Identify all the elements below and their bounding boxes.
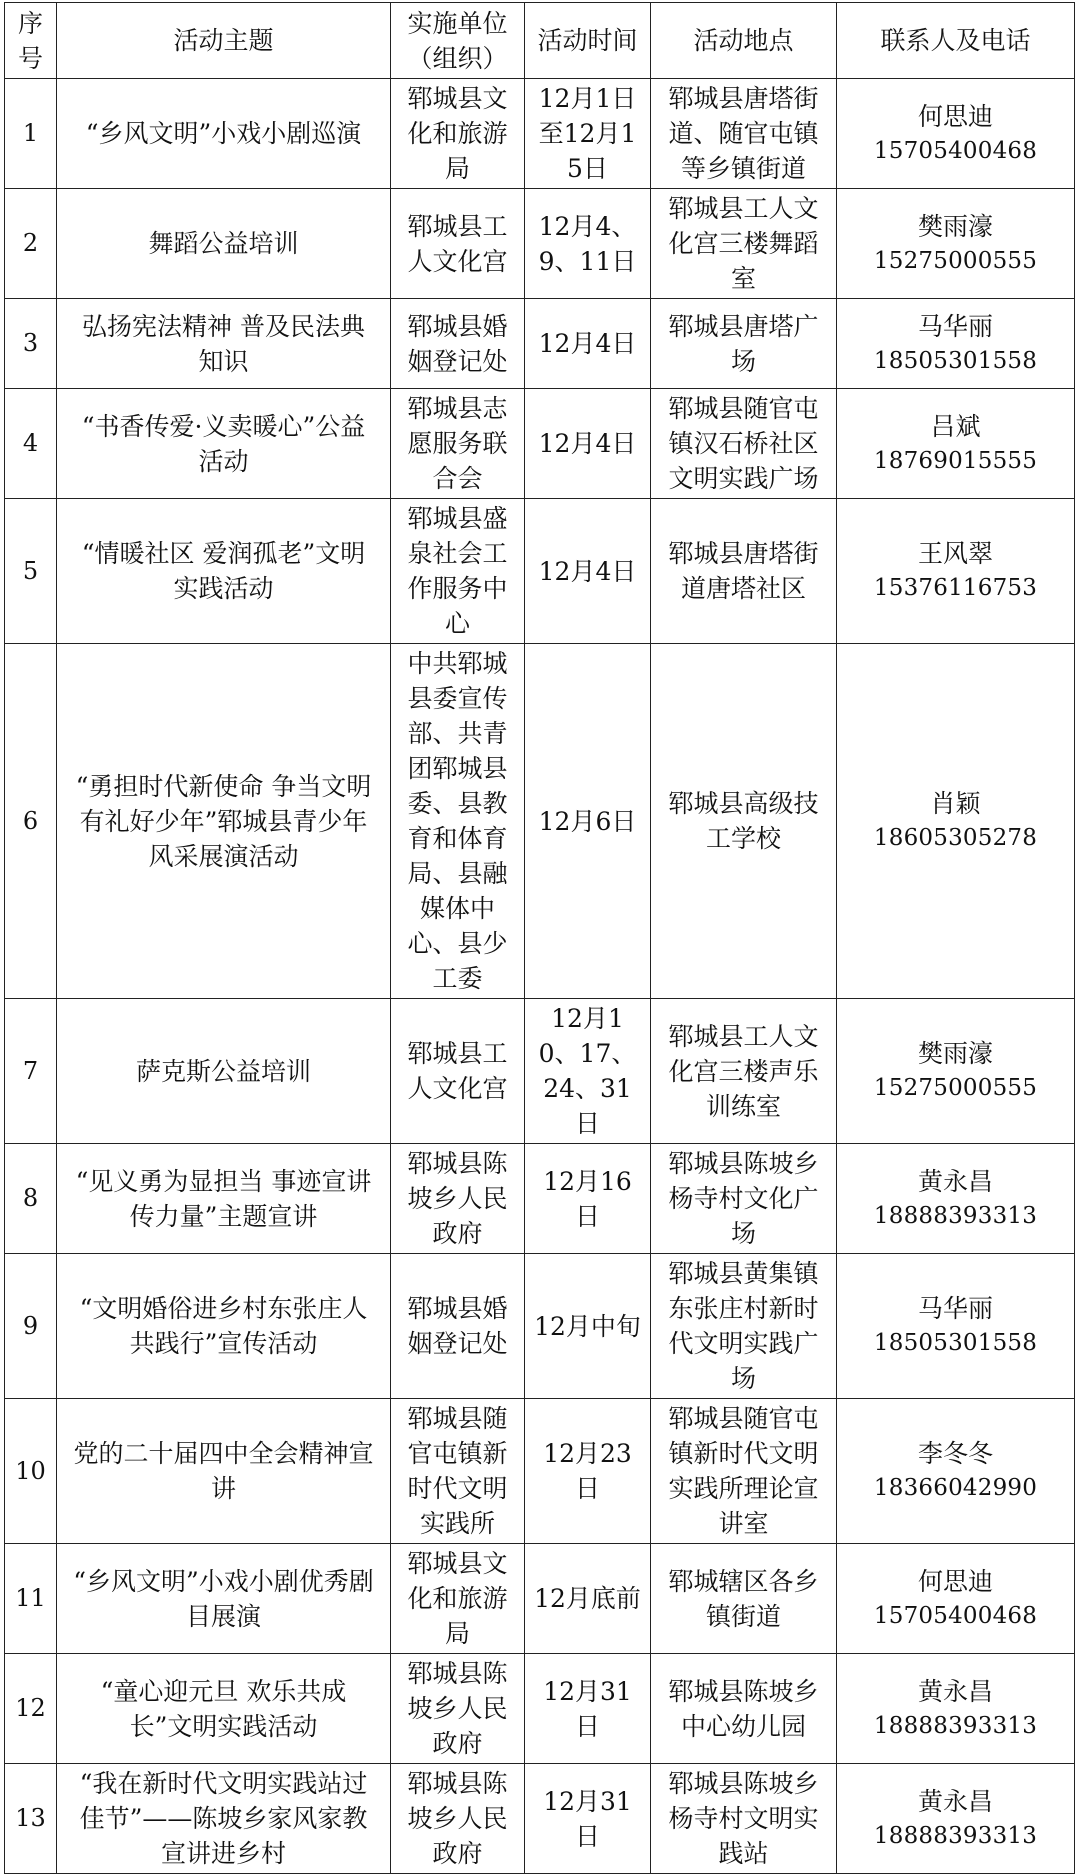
- cell-contact: [837, 999, 1075, 1144]
- table-row: [5, 1399, 1075, 1544]
- cell-place: 郓城县工人文化宫三楼声乐训练室: [651, 999, 837, 1144]
- contact-phone: 18505301558: [873, 347, 1038, 374]
- cell-place: 郓城县黄集镇东张庄村新时代文明实践广场: [651, 1254, 837, 1399]
- cell-seq: 12: [5, 1654, 57, 1764]
- contact-phone: 18888393313: [873, 1202, 1038, 1229]
- contact-name: 吕斌: [930, 411, 981, 441]
- contact-name: 黄永昌: [917, 1676, 993, 1706]
- contact-phone: 15275000555: [873, 1075, 1038, 1101]
- cell-place: 郓城县陈坡乡杨寺村文化广场: [651, 1144, 837, 1254]
- contact-phone: 15275000555: [873, 247, 1038, 274]
- cell-contact: [837, 1544, 1075, 1654]
- contact-phone: 15376116753: [873, 575, 1038, 601]
- contact-name: 王风翠: [917, 539, 993, 568]
- table-row: [5, 1764, 1075, 1874]
- cell-contact: [837, 1654, 1075, 1764]
- cell-place: 郓城县唐塔广场: [651, 299, 837, 389]
- cell-org: 郓城县陈坡乡人民政府: [391, 1144, 525, 1254]
- cell-topic: “勇担时代新使命 争当文明有礼好少年”郓城县青少年风采展演活动: [57, 644, 391, 999]
- header-seq: 序 号: [5, 3, 57, 79]
- cell-place: 郓城辖区各乡镇街道: [651, 1544, 837, 1654]
- contact-name: 李冬冬: [917, 1439, 993, 1468]
- header-place: 活动地点: [651, 3, 837, 79]
- contact-phone: 15705400468: [873, 137, 1038, 164]
- contact-phone: 18769015555: [873, 447, 1038, 474]
- cell-org: 郓城县志愿服务联合会: [391, 389, 525, 499]
- cell-topic: “乡风文明”小戏小剧优秀剧目展演: [57, 1544, 391, 1654]
- contact-phone: 18605305278: [873, 825, 1038, 851]
- contact-name: 马华丽: [917, 1294, 993, 1323]
- contact-phone: 18505301558: [873, 1330, 1038, 1356]
- cell-seq: 3: [5, 299, 57, 389]
- cell-time: 12月4、9、11日: [525, 189, 651, 299]
- header-time: 活动时间: [525, 3, 651, 79]
- cell-place: 郓城县随官屯镇汉石桥社区文明实践广场: [651, 389, 837, 499]
- cell-time: 12月4日: [525, 499, 651, 644]
- cell-org: 郓城县文化和旅游局: [391, 79, 525, 189]
- table-row: [5, 1144, 1075, 1254]
- table-row: [5, 1544, 1075, 1654]
- cell-org: 郓城县陈坡乡人民政府: [391, 1764, 525, 1874]
- cell-seq: 1: [5, 79, 57, 189]
- cell-topic: “我在新时代文明实践站过佳节”——陈坡乡家风家教宣讲进乡村: [57, 1764, 391, 1874]
- cell-topic: “情暖社区 爱润孤老”文明实践活动: [57, 499, 391, 644]
- cell-topic: 萨克斯公益培训: [57, 999, 391, 1144]
- cell-contact: [837, 1399, 1075, 1544]
- cell-org: 郓城县婚姻登记处: [391, 299, 525, 389]
- table-row: [5, 189, 1075, 299]
- cell-contact: [837, 1144, 1075, 1254]
- activity-schedule-table: [4, 2, 1075, 1874]
- cell-contact: [837, 389, 1075, 499]
- table-row: [5, 644, 1075, 999]
- cell-seq: 13: [5, 1764, 57, 1874]
- cell-topic: “书香传爱·义卖暖心”公益活动: [57, 389, 391, 499]
- cell-time: 12月10、17、24、31日: [525, 999, 651, 1144]
- cell-contact: [837, 499, 1075, 644]
- cell-time: 12月16日: [525, 1144, 651, 1254]
- cell-topic: “乡风文明”小戏小剧巡演: [57, 79, 391, 189]
- cell-seq: 4: [5, 389, 57, 499]
- cell-contact: [837, 79, 1075, 189]
- header-contact: 联系人及电话: [837, 3, 1075, 79]
- contact-name: 何思迪: [917, 1566, 993, 1596]
- cell-org: 郓城县文化和旅游局: [391, 1544, 525, 1654]
- cell-org: 郓城县陈坡乡人民政府: [391, 1654, 525, 1764]
- contact-name: 马华丽: [917, 311, 993, 341]
- header-row: [5, 3, 1075, 79]
- table-row: [5, 1254, 1075, 1399]
- cell-place: 郓城县陈坡乡杨寺村文明实践站: [651, 1764, 837, 1874]
- table-row: [5, 999, 1075, 1144]
- contact-phone: 18888393313: [873, 1822, 1038, 1849]
- cell-place: 郓城县随官屯镇新时代文明实践所理论宣讲室: [651, 1399, 837, 1544]
- cell-contact: [837, 1254, 1075, 1399]
- contact-name: 黄永昌: [917, 1166, 993, 1196]
- table-row: [5, 299, 1075, 389]
- contact-name: 樊雨濠: [917, 211, 993, 241]
- table-row: [5, 79, 1075, 189]
- cell-seq: 10: [5, 1399, 57, 1544]
- cell-seq: 7: [5, 999, 57, 1144]
- header-topic: 活动主题: [57, 3, 391, 79]
- cell-org: 郓城县工人文化宫: [391, 189, 525, 299]
- cell-place: 郓城县陈坡乡中心幼儿园: [651, 1654, 837, 1764]
- cell-time: 12月31日: [525, 1654, 651, 1764]
- cell-org: 郓城县工人文化宫: [391, 999, 525, 1144]
- cell-org: 郓城县盛泉社会工作服务中心: [391, 499, 525, 644]
- cell-org: 郓城县随官屯镇新时代文明实践所: [391, 1399, 525, 1544]
- cell-time: 12月1日至12月15日: [525, 79, 651, 189]
- cell-place: 郓城县高级技工学校: [651, 644, 837, 999]
- cell-time: 12月4日: [525, 299, 651, 389]
- contact-name: 黄永昌: [917, 1786, 993, 1816]
- cell-org: 中共郓城县委宣传部、共青团郓城县委、县教育和体育局、县融媒体中心、县少工委: [391, 644, 525, 999]
- cell-seq: 11: [5, 1544, 57, 1654]
- cell-seq: 6: [5, 644, 57, 999]
- contact-name: 何思迪: [917, 101, 993, 131]
- contact-phone: 15705400468: [873, 1602, 1038, 1629]
- cell-seq: 2: [5, 189, 57, 299]
- cell-time: 12月4日: [525, 389, 651, 499]
- cell-time: 12月23日: [525, 1399, 651, 1544]
- cell-time: 12月31日: [525, 1764, 651, 1874]
- cell-topic: 弘扬宪法精神 普及民法典知识: [57, 299, 391, 389]
- contact-phone: 18366042990: [873, 1475, 1038, 1501]
- contact-name: 樊雨濠: [917, 1039, 993, 1068]
- cell-topic: “见义勇为显担当 事迹宣讲传力量”主题宣讲: [57, 1144, 391, 1254]
- cell-topic: 党的二十届四中全会精神宣讲: [57, 1399, 391, 1544]
- header-org: 实施单位（组织）: [391, 3, 525, 79]
- table-row: [5, 499, 1075, 644]
- cell-topic: 舞蹈公益培训: [57, 189, 391, 299]
- cell-seq: 9: [5, 1254, 57, 1399]
- cell-place: 郓城县唐塔街道唐塔社区: [651, 499, 837, 644]
- cell-time: 12月底前: [525, 1544, 651, 1654]
- cell-seq: 8: [5, 1144, 57, 1254]
- cell-contact: [837, 189, 1075, 299]
- cell-contact: [837, 299, 1075, 389]
- cell-topic: “文明婚俗进乡村东张庄人共践行”宣传活动: [57, 1254, 391, 1399]
- cell-place: 郓城县工人文化宫三楼舞蹈室: [651, 189, 837, 299]
- cell-time: 12月6日: [525, 644, 651, 999]
- cell-seq: 5: [5, 499, 57, 644]
- cell-org: 郓城县婚姻登记处: [391, 1254, 525, 1399]
- contact-name: 肖颖: [930, 789, 981, 818]
- table-row: [5, 1654, 1075, 1764]
- cell-place: 郓城县唐塔街道、随官屯镇等乡镇街道: [651, 79, 837, 189]
- cell-time: 12月中旬: [525, 1254, 651, 1399]
- cell-topic: “童心迎元旦 欢乐共成长”文明实践活动: [57, 1654, 391, 1764]
- contact-phone: 18888393313: [873, 1712, 1038, 1739]
- table-row: [5, 389, 1075, 499]
- cell-contact: [837, 644, 1075, 999]
- cell-contact: [837, 1764, 1075, 1874]
